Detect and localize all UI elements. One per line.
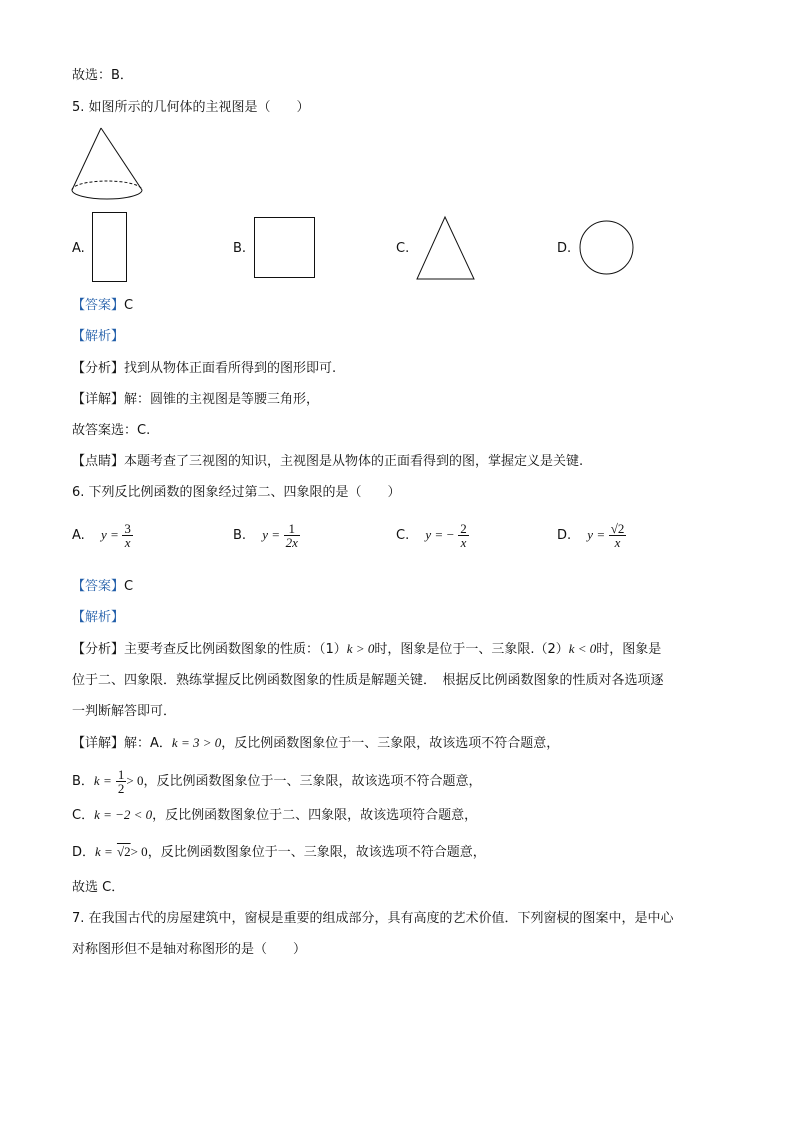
q5-conclusion: 故答案选：C. xyxy=(72,423,151,438)
q6-xiangjie-d xyxy=(72,843,486,862)
q6-a-y: y xyxy=(100,527,107,542)
q5-option-d-label: D. xyxy=(557,241,572,256)
q6-option-a xyxy=(72,522,133,549)
xiangjie-b-rest: > 0 xyxy=(126,773,144,788)
q5-xiangjie xyxy=(72,391,319,409)
analysis-tag: 【解析】 xyxy=(72,610,125,625)
answer-value: C xyxy=(124,298,134,313)
xiangjie-d-k: k = xyxy=(95,844,113,859)
fenxi-tag: 【分析】 xyxy=(72,642,125,657)
q6-d-eq: = xyxy=(597,527,605,542)
q5-fenxi xyxy=(72,360,336,378)
cone-figure xyxy=(70,126,150,202)
q6-c-eq: = xyxy=(435,527,443,542)
xiangjie-b-fraction xyxy=(116,768,127,795)
q6-option-c-label: C. xyxy=(396,528,410,543)
q6-answer xyxy=(72,578,133,596)
q5-dianjing xyxy=(72,453,583,471)
q5-answer xyxy=(72,297,133,315)
xiangjie-a-math: k = 3 > 0 xyxy=(171,735,222,750)
q6-d-den: x xyxy=(614,535,621,550)
q5-option-c-triangle xyxy=(416,216,476,280)
q6-xiangjie-c xyxy=(72,806,477,825)
q6-option-c xyxy=(396,522,469,549)
fenxi-tag: 【分析】 xyxy=(72,361,125,376)
q6-option-b-label: B. xyxy=(233,528,247,543)
dianjing-tag: 【点睛】 xyxy=(72,454,125,469)
q6-xiangjie-b xyxy=(72,768,481,795)
q6-b-den: 2x xyxy=(285,535,298,550)
xiangjie-b-num: 1 xyxy=(117,767,125,782)
question-6-stem: 6. 下列反比例函数的图象经过第二、四象限的是（ ） xyxy=(72,485,401,500)
q6-b-fraction xyxy=(284,522,300,549)
xiangjie-b-prefix: B． xyxy=(72,774,94,789)
answer-value: C xyxy=(124,579,134,594)
xiangjie-c-prefix: C． xyxy=(72,808,95,823)
xiangjie-text: 解：圆锥的主视图是等腰三角形， xyxy=(124,392,320,407)
question-7-stem-line-1: 7. 在我国古代的房屋建筑中，窗棂是重要的组成部分，具有高度的艺术价值．下列窗棂的图案中，是中心 xyxy=(72,911,674,926)
q5-option-a-label: A. xyxy=(72,241,85,256)
answer-tag: 【答案】 xyxy=(72,579,125,594)
answer-tag: 【答案】 xyxy=(72,298,125,313)
xiangjie-c-text: ，反比例函数图象位于二、四象限，故该选项符合题意， xyxy=(152,808,478,823)
xiangjie-a-prefix: 解：A． xyxy=(124,736,172,751)
analysis-tag: 【解析】 xyxy=(72,329,125,344)
q6-analysis-heading xyxy=(72,609,124,627)
fenxi-text-3: 时，图象是 xyxy=(596,642,662,657)
q6-d-num: √2 xyxy=(610,521,625,536)
xiangjie-d-sqrt: √2 xyxy=(116,844,131,859)
previous-conclusion: 故选：B． xyxy=(72,68,133,83)
fenxi-text-2: 时，图象是位于一、三象限.（2） xyxy=(374,642,569,657)
q6-c-sign: − xyxy=(446,527,455,542)
q6-b-y: y xyxy=(262,527,268,542)
q5-option-a-rectangle xyxy=(92,212,128,282)
q6-a-eq: = xyxy=(110,527,119,542)
q6-fenxi-line-3: 一判断解答即可． xyxy=(72,704,177,719)
question-5-stem: 5. 如图所示的几何体的主视图是（ ） xyxy=(72,100,310,115)
xiangjie-tag: 【详解】 xyxy=(72,392,125,407)
q6-b-eq: = xyxy=(272,527,280,542)
xiangjie-a-text: ，反比例函数图象位于一、三象限，故该选项不符合题意， xyxy=(221,736,560,751)
q6-b-num: 1 xyxy=(284,522,300,536)
q6-conclusion: 故选 C． xyxy=(72,880,125,895)
xiangjie-d-prefix: D． xyxy=(72,845,96,860)
q6-c-fraction xyxy=(458,522,469,549)
question-7-stem-line-2: 对称图形但不是轴对称图形的是（ ） xyxy=(72,942,307,957)
q6-c-y: y xyxy=(425,527,432,542)
q6-option-d-label: D. xyxy=(557,528,572,543)
q5-analysis-heading xyxy=(72,328,124,346)
q6-d-fraction xyxy=(609,522,627,549)
q6-xiangjie-a xyxy=(72,734,559,753)
dianjing-text: 本题考查了三视图的知识，主视图是从物体的正面看得到的图，掌握定义是关键. xyxy=(124,454,584,469)
fenxi-k-negative: k < 0 xyxy=(568,641,597,656)
q6-option-b xyxy=(233,522,300,549)
q6-option-d xyxy=(557,522,626,549)
fenxi-k-positive: k > 0 xyxy=(346,641,375,656)
xiangjie-c-math: k = −2 < 0 xyxy=(94,807,153,822)
q6-a-den: x xyxy=(124,535,131,550)
xiangjie-b-den: 2 xyxy=(117,781,125,796)
xiangjie-b-k: k = xyxy=(93,773,112,788)
q6-a-num: 3 xyxy=(124,521,131,536)
xiangjie-d-rest: > 0 xyxy=(130,844,148,859)
q6-fenxi-line-2: 位于二、四象限．熟练掌握反比例函数图象的性质是解题关键． 根据反比例函数图象的性质对各选项逐 xyxy=(72,673,664,688)
xiangjie-tag: 【详解】 xyxy=(72,736,125,751)
q6-c-num: 2 xyxy=(460,521,467,536)
q6-d-y: y xyxy=(587,527,594,542)
q6-a-fraction xyxy=(122,522,133,549)
fenxi-text: 找到从物体正面看所得到的图形即可. xyxy=(124,361,337,376)
q6-fenxi-line-1 xyxy=(72,640,661,659)
q6-c-den: x xyxy=(460,535,467,550)
q5-option-d-circle xyxy=(579,220,635,276)
xiangjie-d-text: ，反比例函数图象位于一、三象限，故该选项不符合题意， xyxy=(147,845,486,860)
fenxi-text-1: 主要考查反比例函数图象的性质：（1） xyxy=(124,642,347,657)
q5-option-c-label: C. xyxy=(396,241,410,256)
q5-option-b-label: B. xyxy=(233,241,247,256)
q5-option-b-square xyxy=(254,217,315,278)
q6-option-a-label: A. xyxy=(72,528,85,543)
xiangjie-b-text: ，反比例函数图象位于一、三象限，故该选项不符合题意， xyxy=(143,774,482,789)
